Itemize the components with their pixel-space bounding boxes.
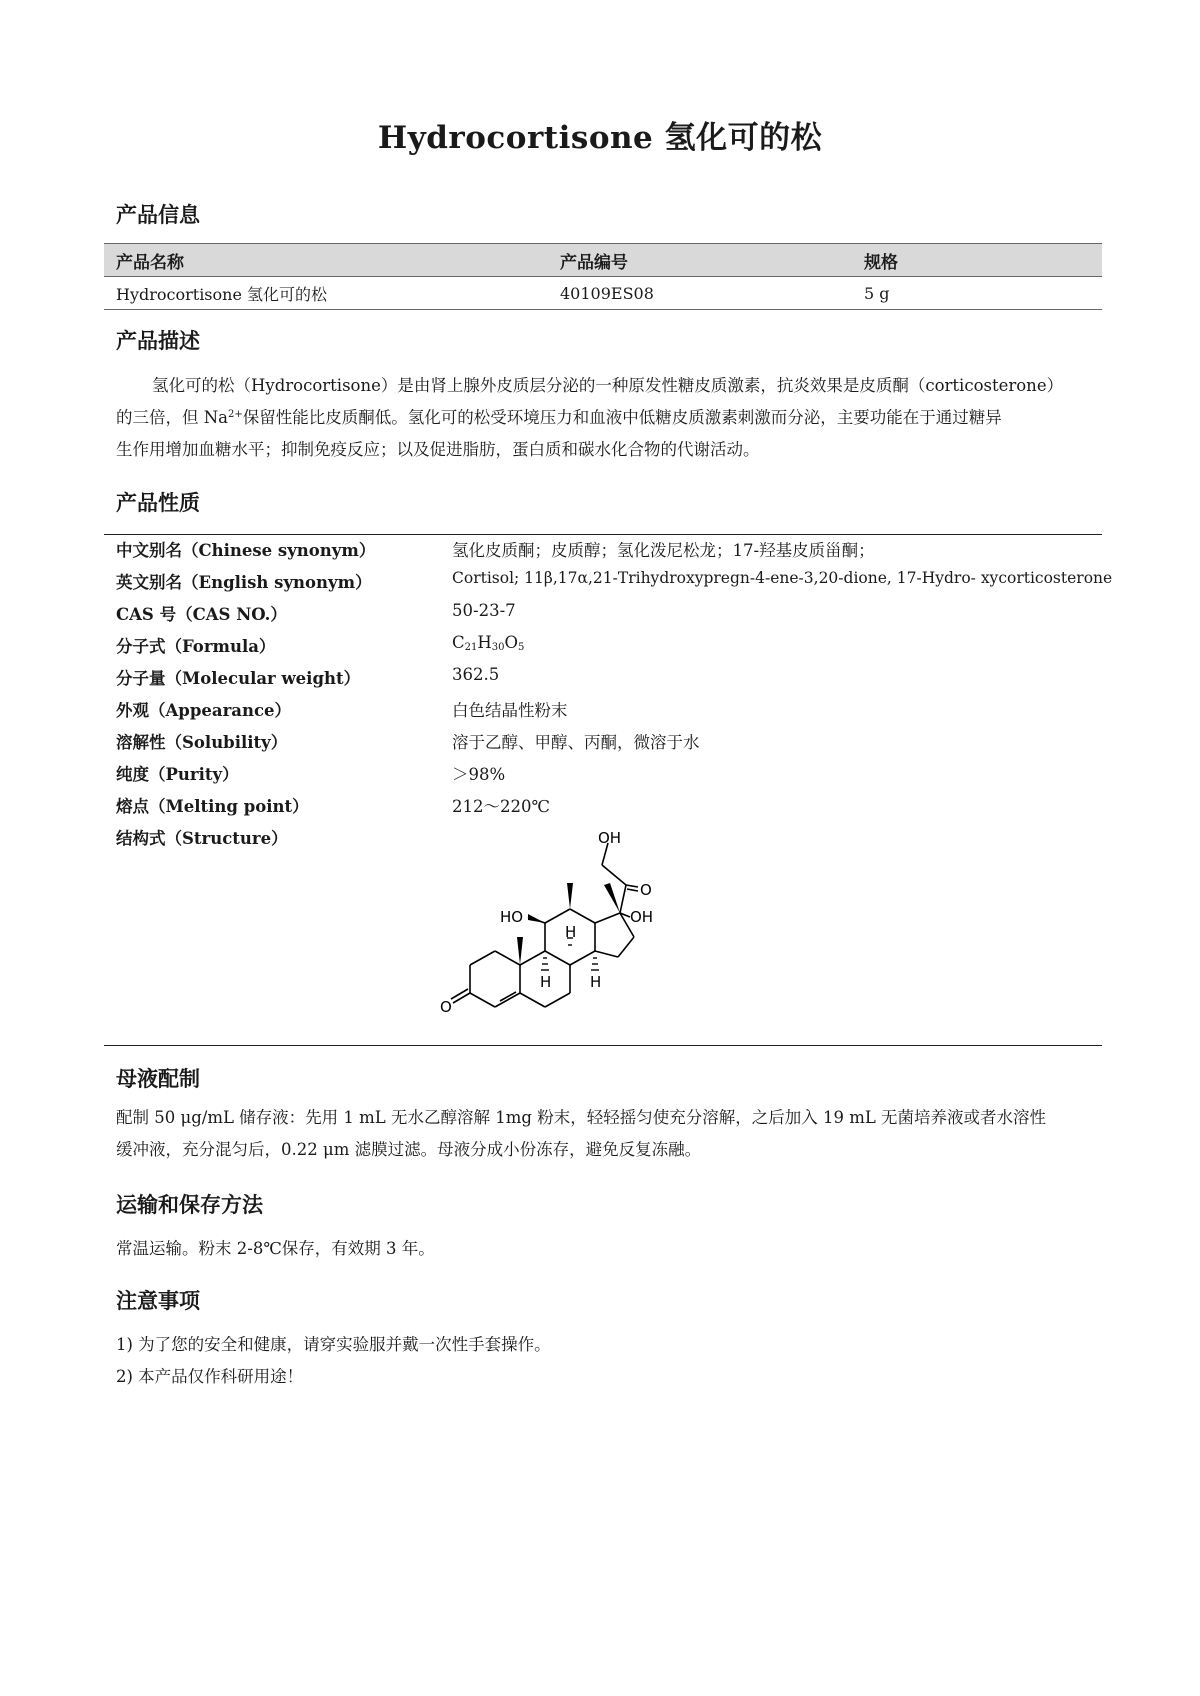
property-value: Cortisol; 11β,17α,21-Trihydroxypregn-4-ene-3,20-dione, 17-Hydro- xycorticosterone (452, 569, 1113, 587)
note-item: 2) 本产品仅作科研用途！ (116, 1367, 304, 1386)
property-value: ＞98% (452, 765, 506, 784)
property-value: 溶于乙醇、甲醇、丙酮，微溶于水 (452, 733, 700, 752)
section-heading-transport: 运输和保存方法 (116, 1192, 263, 1217)
property-value-formula (452, 633, 524, 652)
atom-label-oh-top: OH (598, 829, 622, 847)
header-product-code: 产品编号 (548, 244, 852, 277)
property-label: 中文别名（Chinese synonym） (116, 541, 376, 560)
section-heading-product-info: 产品信息 (116, 202, 200, 227)
header-specification: 规格 (852, 244, 1102, 277)
property-value: 50-23-7 (452, 601, 516, 620)
stock-solution-line-1: 配制 50 μg/mL 储存液：先用 1 mL 无水乙醇溶解 1mg 粉末，轻轻摇匀使充分溶解，之后加入 19 mL 无菌培养液或者水溶性 (116, 1108, 1047, 1127)
description-line-1: 氢化可的松（Hydrocortisone）是由肾上腺外皮质层分泌的一种原发性糖皮质激素，抗炎效果是皮质酮（corticosterone） (152, 376, 1064, 395)
table-row (104, 277, 1102, 310)
property-chinese-synonym (116, 537, 1096, 569)
property-value: 氢化皮质酮；皮质醇；氢化泼尼松龙；17-羟基皮质甾酮； (452, 541, 875, 560)
property-english-synonym (116, 569, 1113, 601)
formula-element-o: O (504, 633, 519, 652)
note-item: 1) 为了您的安全和健康，请穿实验服并戴一次性手套操作。 (116, 1335, 551, 1354)
formula-count-o: 5 (518, 642, 525, 653)
property-label: 外观（Appearance） (116, 701, 291, 720)
atom-label-h-2: H (540, 973, 552, 991)
atom-label-h-3: H (590, 973, 602, 991)
property-formula (116, 633, 1096, 665)
section-heading-stock-solution: 母液配制 (116, 1066, 200, 1091)
property-appearance (116, 697, 1096, 729)
property-label: 结构式（Structure） (116, 829, 288, 848)
structure-diagram (440, 825, 710, 1043)
section-heading-description: 产品描述 (116, 328, 200, 353)
property-label: CAS 号（CAS NO.） (116, 605, 287, 624)
atom-label-h-1: H (565, 923, 577, 941)
description-line-3: 生作用增加血糖水平；抑制免疫反应；以及促进脂肪，蛋白质和碳水化合物的代谢活动。 (116, 440, 760, 459)
transport-text: 常温运输。粉末 2-8℃保存，有效期 3 年。 (116, 1239, 435, 1258)
property-label: 熔点（Melting point） (116, 797, 309, 816)
section-heading-properties: 产品性质 (116, 490, 200, 515)
property-value: 白色结晶性粉末 (452, 701, 568, 720)
property-label: 分子式（Formula） (116, 637, 276, 656)
product-info-table (104, 243, 1102, 310)
page-title: Hydrocortisone 氢化可的松 (377, 120, 823, 156)
cell-specification: 5 g (852, 277, 1102, 310)
section-heading-notes: 注意事项 (116, 1288, 200, 1313)
description-line-2-start: 的三倍，但 Na (116, 408, 229, 427)
property-label: 分子量（Molecular weight） (116, 669, 361, 688)
property-label: 英文别名（English synonym） (116, 573, 372, 592)
formula-element-c: C (452, 633, 465, 652)
properties-top-rule (104, 534, 1102, 535)
property-label: 溶解性（Solubility） (116, 733, 288, 752)
property-value: 362.5 (452, 665, 500, 684)
atom-label-o-ketone: O (640, 881, 652, 899)
stock-solution-paragraph (116, 1102, 1092, 1166)
description-paragraph (116, 370, 1092, 466)
properties-bottom-rule (104, 1045, 1102, 1046)
formula-count-h: 30 (491, 642, 505, 653)
cell-product-code: 40109ES08 (548, 277, 852, 310)
formula-element-h: H (477, 633, 492, 652)
atom-label-o-left: O (440, 998, 452, 1016)
sodium-charge-superscript: 2+ (228, 409, 243, 420)
stock-solution-line-2: 缓冲液，充分混匀后，0.22 μm 滤膜过滤。母液分成小份冻存，避免反复冻融。 (116, 1140, 702, 1159)
table-header-row (104, 244, 1102, 277)
property-solubility (116, 729, 1096, 761)
property-molecular-weight (116, 665, 1096, 697)
property-melting-point (116, 793, 1096, 825)
property-label: 纯度（Purity） (116, 765, 239, 784)
formula-count-c: 21 (464, 642, 478, 653)
atom-label-ho-left: HO (500, 908, 524, 926)
property-value: 212～220℃ (452, 797, 550, 816)
description-line-2 (116, 402, 1092, 434)
property-cas (116, 601, 1096, 633)
atom-label-oh-right: OH (630, 908, 654, 926)
cell-product-name: Hydrocortisone 氢化可的松 (104, 277, 548, 310)
description-line-2-end: 保留性能比皮质酮低。氢化可的松受环境压力和血液中低糖皮质激素刺激而分泌，主要功能在于通过糖异 (242, 408, 1002, 427)
property-purity (116, 761, 1096, 793)
header-product-name: 产品名称 (104, 244, 548, 277)
